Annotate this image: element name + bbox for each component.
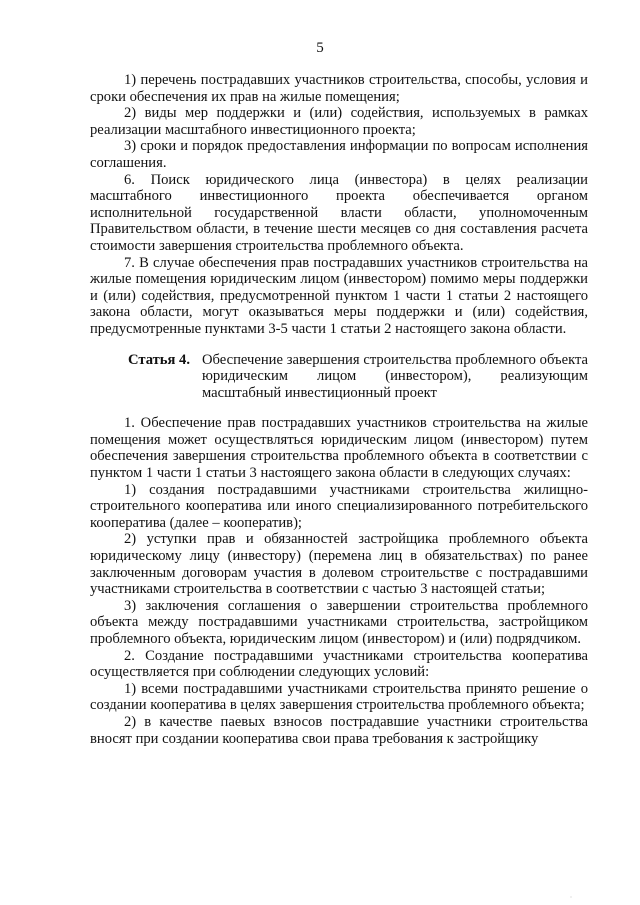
paragraph: 3) заключения соглашения о завершении строительства проблемного объекта между пострадавшими участниками строительства, застройщиком проблемного объекта, юридическим лицом (инвестором) и (или) подрядчиком. [90,597,588,647]
paragraph: 1) перечень пострадавших участников строительства, способы, условия и сроки обеспечения их прав на жилые помещения; [90,72,588,105]
paragraph: 6. Поиск юридического лица (инвестора) в целях реализации масштабного инвестиционного проекта обеспечивается органом исполнительной государственной власти области, уполномоченным Правительством области, в течение шести месяцев со дня составления расчета стоимости завершения строительства проблемного объекта. [90,171,588,254]
article-title: Обеспечение завершения строительства проблемного объекта юридическим лицом (инвестором), реализующим масштабный инвестиционный проект [202,351,588,401]
paragraph: 2) виды мер поддержки и (или) содействия, используемых в рамках реализации масштабного инвестиционного проекта; [90,105,588,138]
paragraph: 3) сроки и порядок предоставления информации по вопросам исполнения соглашения. [90,138,588,171]
paragraph: 1) всеми пострадавшими участниками строительства принято решение о создании кооператива в целях завершения строительства проблемного объекта; [90,680,588,714]
paragraph: 2) в качестве паевых взносов пострадавшие участники строительства вносят при создании кооператива свои права требования к застройщику [90,713,588,747]
paragraph: 1) создания пострадавшими участниками строительства жилищно-строительного кооператива или иного специализированного потребительского кооператива (далее – кооператив); [90,481,588,531]
paragraph: 1. Обеспечение прав пострадавших участников строительства на жилые помещения может осуществляться юридическим лицом (инвестором) путем обеспечения завершения строительства проблемного объекта в соответствии с пунктом 1 части 1 статьи 3 настоящего закона области в следующих случаях: [90,415,588,482]
article-label: Статья 4. [128,351,190,368]
paragraph: 2. Создание пострадавшими участниками строительства кооператива осуществляется при соблюдении следующих условий: [90,647,588,681]
page-number: 5 [316,40,324,56]
corner-mark: ˈ [570,897,572,903]
document-body [90,72,588,747]
paragraph: 2) уступки прав и обязанностей застройщика проблемного объекта юридическому лицу (инвестору) (перемена лиц в обязательствах) по ранее заключенным договорам участия в долевом строительстве с пострадавшими участниками строительства в соответствии с частью 3 настоящей статьи; [90,531,588,598]
paragraph: 7. В случае обеспечения прав пострадавших участников строительства на жилые помещения юридическим лицом (инвестором) помимо меры поддержки и (или) содействия, предусмотренной пунктом 1 части 1 статьи 2 настоящего закона области, могут оказываться меры поддержки и (или) содействия, предусмотренные пунктами 3-5 части 1 статьи 2 настоящего закона области. [90,254,588,337]
article-heading [90,352,588,402]
